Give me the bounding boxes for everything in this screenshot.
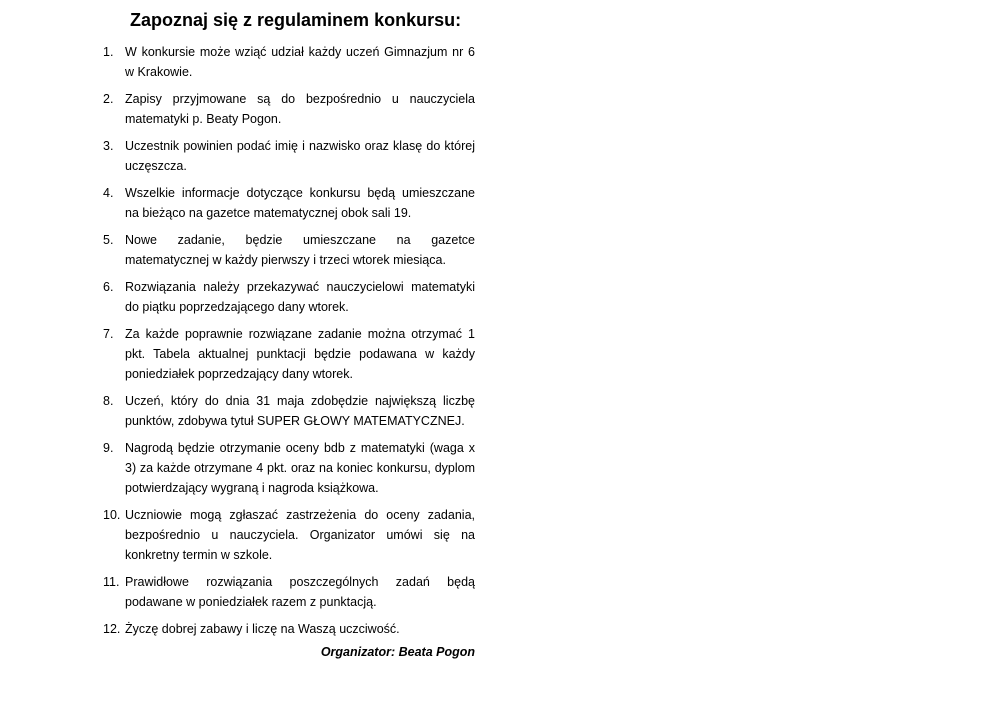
rule-number: 6. (103, 280, 114, 294)
rule-text: Za każde poprawnie rozwiązane zadanie można otrzymać 1 pkt. Tabela aktualnej punktacji będzie podawana w każdy poniedziałek poprzedzający dany wtorek. (125, 327, 475, 381)
list-item (103, 619, 475, 639)
list-item (103, 230, 475, 270)
document-title: Zapoznaj się z regulaminem konkursu: (130, 10, 462, 30)
rule-number: 5. (103, 233, 114, 247)
rule-number: 8. (103, 394, 114, 408)
list-item (103, 136, 475, 176)
signature: Organizator: Beata Pogon (320, 645, 475, 659)
rule-number: 7. (103, 327, 114, 341)
list-item (103, 572, 475, 612)
list-item (103, 438, 475, 498)
rule-text: Prawidłowe rozwiązania poszczególnych zadań będą podawane w poniedziałek razem z punktacją. (125, 575, 475, 609)
list-item (103, 324, 475, 384)
list-item (103, 391, 475, 431)
rule-text: Uczestnik powinien podać imię i nazwisko oraz klasę do której uczęszcza. (125, 139, 475, 173)
rule-text: Życzę dobrej zabawy i liczę na Waszą uczciwość. (125, 622, 400, 636)
list-item (103, 42, 475, 82)
list-item (103, 277, 475, 317)
rule-text: Wszelkie informacje dotyczące konkursu będą umieszczane na bieżąco na gazetce matematycznej obok sali 19. (125, 186, 475, 220)
rule-number: 9. (103, 441, 114, 455)
document-page (103, 8, 475, 662)
list-item (103, 505, 475, 565)
rule-text: Uczniowie mogą zgłaszać zastrzeżenia do oceny zadania, bezpośrednio u nauczyciela. Organizator umówi się na konkretny termin w szkole. (125, 508, 475, 562)
rule-number: 1. (103, 45, 114, 59)
list-item (103, 183, 475, 223)
rule-text: Rozwiązania należy przekazywać nauczycielowi matematyki do piątku poprzedzającego dany wtorek. (125, 280, 475, 314)
rule-text: Zapisy przyjmowane są do bezpośrednio u nauczyciela matematyki p. Beaty Pogon. (125, 92, 475, 126)
rule-number: 2. (103, 92, 114, 106)
rules-list (103, 42, 475, 639)
rule-text: Nagrodą będzie otrzymanie oceny bdb z matematyki (waga x 3) za każde otrzymane 4 pkt. oraz na koniec konkursu, dyplom potwierdzający wygraną i nagroda książkowa. (125, 441, 475, 495)
rule-number: 10. (103, 508, 121, 522)
rule-number: 4. (103, 186, 114, 200)
rule-text: Uczeń, który do dnia 31 maja zdobędzie największą liczbę punktów, zdobywa tytuł SUPER GŁOWY MATEMATYCZNEJ. (125, 394, 475, 428)
rule-number: 12. (103, 622, 121, 636)
rule-text: W konkursie może wziąć udział każdy uczeń Gimnazjum nr 6 w Krakowie. (125, 45, 475, 79)
list-item (103, 89, 475, 129)
rule-number: 11. (103, 575, 120, 589)
rule-text: Nowe zadanie, będzie umieszczane na gazetce matematycznej w każdy pierwszy i trzeci wtorek miesiąca. (125, 233, 475, 267)
rule-number: 3. (103, 139, 114, 153)
